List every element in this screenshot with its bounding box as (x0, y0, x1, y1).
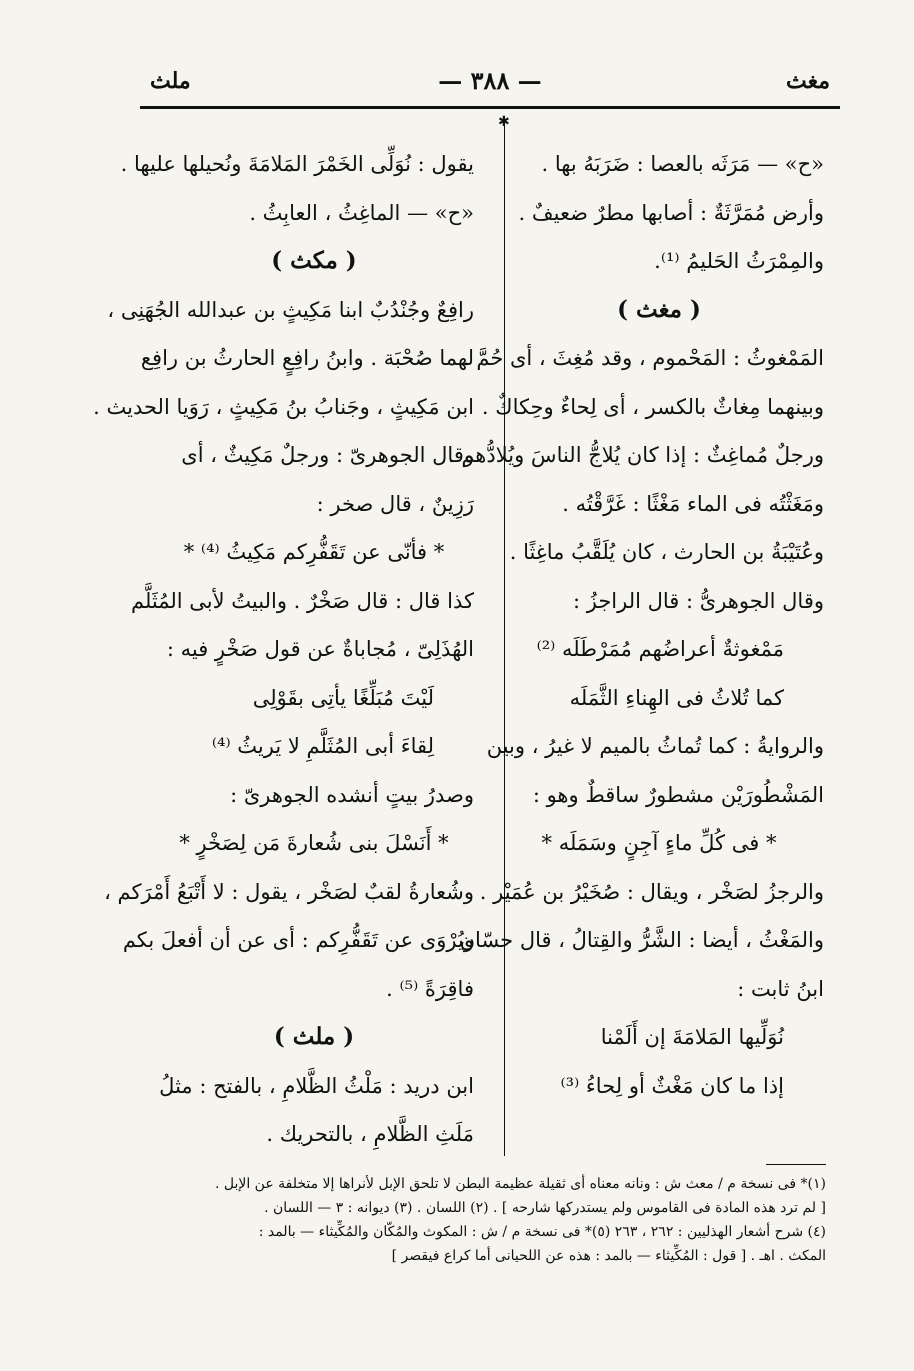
text-line: والمَغْثُ ، أيضا : الشَّرُّ والقِتالُ ، قال حسّان (459, 928, 824, 952)
text-line: مَلَثِ الظَّلامِ ، بالتحريك . (266, 1122, 474, 1146)
text-line: الهُذَلِىّ ، مُجاباةٌ عن قول صَخْرٍ فيه : (166, 637, 474, 661)
text-line: وعُتَيْبَةُ بن الحارث ، كان يُلَقَّبُ ماغِثًا . (509, 540, 824, 564)
verse-line: نُوَلِّيها المَلامَةَ إن أَلَمْنا (600, 1025, 784, 1049)
verse-line: * فى كُلِّ ماءٍ آجِنٍ وسَمَلَه * (541, 831, 777, 855)
right-column (447, 140, 824, 1110)
text-line: رَزِينٌ ، قال صخر : (316, 491, 474, 516)
text-line: وأرض مُمَرَّثَةٌ : أصابها مطرٌ ضعيفٌ . (518, 200, 824, 225)
divider-asterisk: ✱ (498, 114, 510, 130)
entry-heading: ( ملث ) (273, 1023, 355, 1050)
footnote-line: المكث . اهـ . [ قول : المُكِّيثاء — بالمد : هذه عن اللحيانى أما كراع فيقصر ] (391, 1248, 826, 1264)
left-column (93, 140, 474, 1159)
text-line: ابن مَكِيثٍ ، وجَنابُ بنُ مَكِيثٍ ، رَوَيا الحديث . (93, 394, 474, 419)
text-line: «ح» — الماغِثُ ، العابِثُ . (249, 200, 474, 225)
text-line: كذا قال : قال صَخْرٌ . والبيتُ لأبى المُثَلَّم (130, 588, 474, 613)
header-right-entry: مغث (786, 68, 830, 94)
verse-line: لَيْتَ مُبَلِّغًا يأتِى بقَوْلِى (252, 685, 434, 710)
footnote-line: (١)* فى نسخة م / معث ش : ونانه معناه أى ثقيلة عظيمة البطن لا تلحق الإبل لأنراها إلا متخلفة عن الإبل . (214, 1176, 826, 1192)
verse-line: * فأنّى عن تَقَفُّرِكم مَكِيثُ ⁽⁴⁾ * (183, 540, 445, 564)
text-line: ويُرْوَى عن تَقَفُّرِكم : أى عن أن أفعلَ بكم (122, 928, 474, 952)
text-line: وقال الجوهرىُّ : قال الراجزُ : (572, 588, 824, 613)
text-line: وبينهما مِغاثٌ بالكسر ، أى لِحاءٌ وحِكاكٌ . (481, 394, 824, 419)
footnote-rule (766, 1164, 826, 1165)
text-line: ابنُ ثابت : (737, 976, 824, 1001)
page-number: — ٣٨٨ — (438, 66, 542, 95)
footnote-line: (٤) شرح أشعار الهذليين : ٢٦٢ ، ٢٦٣ (٥)* فى نسخة م / ش : المكوث والمُكّان والمُكِّيثاء — بالمد : (258, 1224, 826, 1240)
verse-line: * أَنَسْلَ بنى شُعارةَ مَن لِصَخْرٍ * (179, 831, 449, 855)
text-line: المَشْطُورَيْن مشطورٌ ساقطٌ وهو : (532, 782, 824, 807)
text-line: وقال الجوهرىّ : ورجلٌ مَكِيثٌ ، أى (181, 443, 474, 467)
entry-heading: ( مغث ) (617, 295, 701, 323)
text-line: والرجزُ لصَخْر ، ويقال : صُخَيْرُ بن عُمَيْر . (479, 879, 824, 904)
text-line: المَمْغوثُ : المَحْموم ، وقد مُغِثَ ، أى حُمَّ . (463, 346, 824, 370)
header-left-entry: ملث (150, 68, 191, 94)
text-line: «ح» — مَرَثَه بالعصا : ضَرَبَهُ بها . (541, 152, 824, 176)
text-line: فاقِرَةً ⁽⁵⁾ . (386, 976, 474, 1001)
text-line: والمِمْرَثُ الحَليمُ ⁽¹⁾. (654, 249, 824, 273)
text-line: لهما صُحْبَة . وابنُ رافِعٍ الحارثُ بن رافِع (140, 346, 474, 370)
verse-line: لِقاءَ أبى المُثَلَّمِ لا يَريثُ ⁽⁴⁾ (211, 734, 434, 758)
page-header (150, 60, 830, 100)
verse-line: مَمْغوثةٌ أعراضُهم مُمَرْطَلَه ⁽²⁾ (536, 637, 784, 661)
text-line: وشُعارةُ لقبٌ لصَخْر ، يقول : لا أَتْبَعُ أَمْرَكم ، (104, 879, 474, 904)
footnote-line: [ لم ترد هذه المادة فى القاموس ولم يستدركها شارحه ] . (٢) اللسان . (٣) ديوانه : ٣ — اللسان . (264, 1200, 826, 1216)
text-line: ومَغَثْتُه فى الماء مَغْثًا : غَرَّقْتُه . (562, 491, 824, 516)
text-line: والروايةُ : كما تُماثُ بالميم لا غيرُ ، وبين (486, 734, 824, 758)
entry-heading: ( مكث ) (271, 247, 357, 274)
text-line: وصدرُ بيتٍ أنشده الجوهرىّ : (230, 782, 474, 807)
verse-line: إذا ما كان مَغْثٌ أو لِحاءُ ⁽³⁾ (560, 1073, 784, 1098)
header-rule (140, 106, 840, 109)
text-line: يقول : نُوَلِّى الخَمْرَ المَلامَةَ ونُحيلها عليها . (120, 152, 474, 176)
text-line: ابن دريد : مَلْثُ الظَّلامِ ، بالفتح : مثلُ (159, 1073, 474, 1098)
verse-line: كما تُلاثُ فى الهِناءِ الثَّمَلَه (569, 685, 784, 710)
text-line: ورجلٌ مُماغِثٌ : إذا كان يُلاجُّ الناسَ ويُلادُّهم . (447, 443, 824, 467)
footnotes (91, 1172, 826, 1268)
text-line: رافِعٌ وجُنْدُبٌ ابنا مَكِيثٍ بن عبدالله الجُهَنِى ، (107, 297, 474, 322)
